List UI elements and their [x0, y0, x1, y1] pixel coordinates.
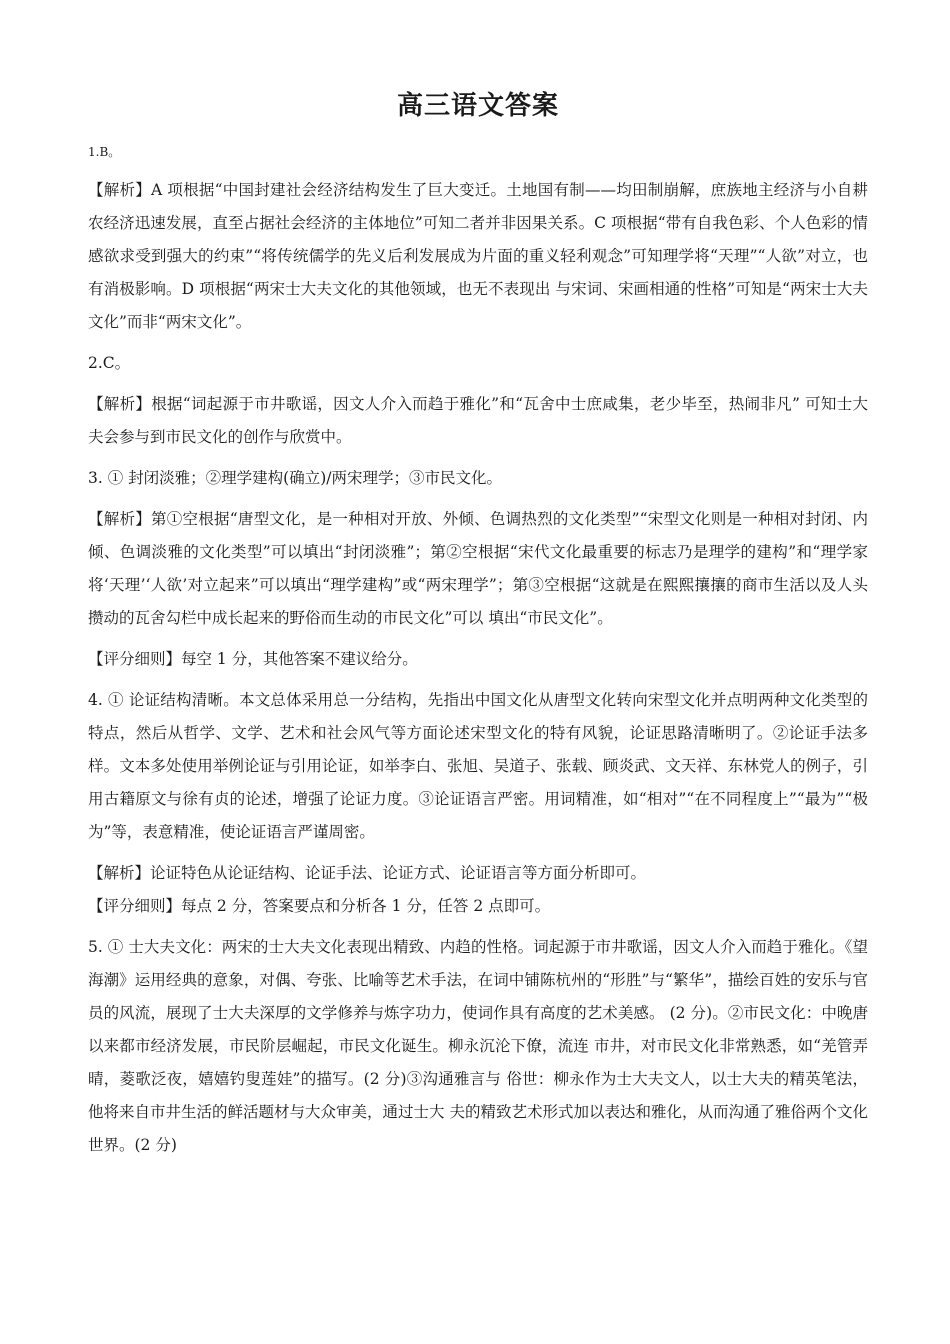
q4-scoring: 【评分细则】每点 2 分，答案要点和分析各 1 分，任答 2 点即可。: [88, 897, 551, 915]
q3-answer: 3. ① 封闭淡雅；②理学建构(确立)/两宋理学；③市民文化。: [88, 469, 502, 487]
q5-answer: 5. ① 士大夫文化：两宋的士大夫文化表现出精致、内趋的性格。词起源于市井歌谣，因文人介入而趋于雅化。《望海潮》运用经典的意象，对偶、夸张、比喻等艺术手法，在词中铺陈杭州的“形胜”与“繁华”，描绘百姓的安乐与官员的风流，展现了士大夫深厚的文学修养与炼字功力，使词作具有高度的艺术美感。 (2 分)。②市民文化：中晚唐以来都市经济发展，市民阶层崛起，市民文化诞生。柳永沉沦下僚，流连 市井，对市民文化非常熟悉，如“羌管弄晴，菱歌泛夜，嬉嬉钓叟莲娃”的描写。(2 分)③沟通雅言与 俗世：柳永作为士大夫文人，以士大夫的精英笔法，他将来自市井生活的鲜活题材与大众审美，通过士大 夫的精致艺术形式加以表达和雅化，从而沟通了雅俗两个文化世界。(2 分): [88, 938, 868, 1154]
q1-answer: 1.B。: [88, 145, 121, 159]
answer-document: [88, 88, 868, 1162]
q2-answer: 2.C。: [88, 354, 131, 372]
q3-analysis: 【解析】第①空根据“唐型文化，是一种相对开放、外倾、色调热烈的文化类型”“宋型文化则是一种相对封闭、内倾、色调淡雅的文化类型”可以填出“封闭淡雅”；第②空根据“宋代文化最重要的标志乃是理学的建构”和“理学家将‘天理’‘人欲’对立起来”可以填出“理学建构”或“两宋理学”；第③空根据“这就是在熙熙攘攘的商市生活以及人头攒动的瓦舍勾栏中成长起来的野俗而生动的市民文化”可以 填出“市民文化”。: [88, 510, 868, 627]
page-title: 高三语文答案: [396, 91, 559, 121]
q4-analysis: 【解析】论证特色从论证结构、论证手法、论证方式、论证语言等方面分析即可。: [88, 864, 647, 882]
q4-answer: 4. ① 论证结构清晰。本文总体采用总一分结构，先指出中国文化从唐型文化转向宋型文化并点明两种文化类型的特点，然后从哲学、文学、艺术和社会风气等方面论述宋型文化的特有风貌，论证思路清晰明了。②论证手法多样。文本多处使用举例论证与引用论证，如举李白、张旭、吴道子、张载、顾炎武、文天祥、东林党人的例子，引用古籍原文与徐有贞的论述，增强了论证力度。③论证语言严密。用词精准，如“相对”“在不同程度上”“最为”“极为”等，表意精准，使论证语言严谨周密。: [88, 691, 868, 841]
q1-analysis: 【解析】A 项根据“中国封建社会经济结构发生了巨大变迁。土地国有制——均田制崩解，庶族地主经济与小自耕农经济迅速发展，直至占据社会经济的主体地位”可知二者并非因果关系。C 项根据“带有自我色彩、个人色彩的情感欲求受到强大的约束”“将传统儒学的先义后利发展成为片面的重义轻利观念”可知理学将“天理”“人欲”对立，也有消极影响。D 项根据“两宋士大夫文化的其他领域，也无不表现出 与宋词、宋画相通的性格”可知是“两宋士大夫文化”而非“两宋文化”。: [88, 181, 868, 331]
q3-scoring: 【评分细则】每空 1 分，其他答案不建议给分。: [88, 650, 418, 668]
q2-analysis: 【解析】根据“词起源于市井歌谣，因文人介入而趋于雅化”和“瓦舍中士庶咸集，老少毕至，热闹非凡” 可知士大夫会参与到市民文化的创作与欣赏中。: [88, 395, 868, 446]
